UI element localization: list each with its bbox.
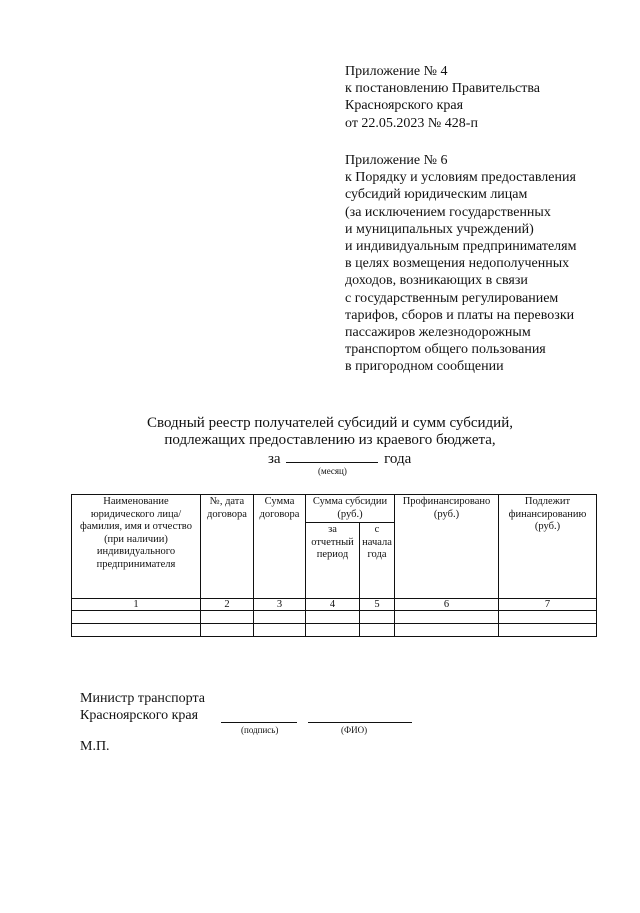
column-number: 1 bbox=[72, 599, 201, 611]
table-cell[interactable] bbox=[201, 611, 254, 624]
appendix-6-line: транспортом общего пользования bbox=[345, 342, 546, 358]
stamp-place-label: М.П. bbox=[80, 739, 110, 754]
fio-field[interactable] bbox=[308, 722, 412, 723]
signature-caption: (подпись) bbox=[241, 725, 279, 735]
appendix-4-line: Красноярского края bbox=[345, 98, 464, 114]
table-cell[interactable] bbox=[306, 611, 360, 624]
appendix-6-line: субсидий юридическим лицам bbox=[345, 187, 528, 203]
registry-title-line-1: Сводный реестр получателей субсидий и сумм субсидий, bbox=[147, 415, 513, 431]
header-contract-number-date: №, дата договора bbox=[201, 495, 254, 599]
table-cell[interactable] bbox=[254, 624, 306, 637]
appendix-4-line: от 22.05.2023 № 428-п bbox=[345, 115, 478, 131]
table-cell[interactable] bbox=[499, 624, 597, 637]
column-number: 3 bbox=[254, 599, 306, 611]
header-year-to-date: с начала года bbox=[360, 523, 395, 599]
column-number-row bbox=[72, 599, 597, 611]
header-reporting-period: за отчетный период bbox=[306, 523, 360, 599]
column-number: 2 bbox=[201, 599, 254, 611]
header-to-be-financed: Подлежит финансированию (руб.) bbox=[499, 495, 597, 599]
signature-field[interactable] bbox=[221, 722, 297, 723]
column-number: 4 bbox=[306, 599, 360, 611]
table-cell[interactable] bbox=[360, 624, 395, 637]
table-cell[interactable] bbox=[395, 624, 499, 637]
period-suffix: года bbox=[384, 451, 412, 467]
table-row bbox=[72, 611, 597, 624]
appendix-6-line: с государственным регулированием bbox=[345, 290, 559, 306]
month-caption: (месяц) bbox=[318, 466, 347, 476]
table-cell[interactable] bbox=[306, 624, 360, 637]
header-contract-sum: Сумма договора bbox=[254, 495, 306, 599]
appendix-6-line: Приложение № 6 bbox=[345, 153, 448, 168]
header-subsidy-sum: Сумма субсидии (руб.) bbox=[306, 495, 395, 523]
appendix-6-line: в пригородном сообщении bbox=[345, 359, 504, 375]
month-blank-field[interactable] bbox=[286, 450, 378, 463]
table-cell[interactable] bbox=[499, 611, 597, 624]
signatory-position-line-1: Министр транспорта bbox=[80, 691, 205, 706]
fio-caption: (ФИО) bbox=[341, 725, 368, 735]
appendix-6-line: и индивидуальным предпринимателям bbox=[345, 239, 577, 255]
appendix-6-line: в целях возмещения недополученных bbox=[345, 256, 570, 272]
appendix-4-block bbox=[345, 63, 635, 132]
appendix-6-line: (за исключением государственных bbox=[345, 204, 551, 220]
table-cell[interactable] bbox=[72, 624, 201, 637]
appendix-6-line: к Порядку и условиям предоставления bbox=[345, 170, 576, 186]
registry-table bbox=[71, 494, 597, 637]
table-cell[interactable] bbox=[395, 611, 499, 624]
period-prefix: за bbox=[268, 451, 281, 467]
signatory-position-line-2: Красноярского края bbox=[80, 708, 199, 723]
appendix-6-block bbox=[345, 152, 635, 376]
table-row bbox=[72, 624, 597, 637]
table-cell[interactable] bbox=[360, 611, 395, 624]
appendix-4-line: Приложение № 4 bbox=[345, 64, 448, 79]
appendix-6-line: и муниципальных учреждений) bbox=[345, 221, 534, 237]
column-number: 6 bbox=[395, 599, 499, 611]
appendix-6-line: пассажиров железнодорожным bbox=[345, 325, 531, 341]
header-financed: Профинансировано (руб.) bbox=[395, 495, 499, 599]
table-cell[interactable] bbox=[201, 624, 254, 637]
appendix-4-line: к постановлению Правительства bbox=[345, 81, 541, 97]
appendix-6-line: доходов, возникающих в связи bbox=[345, 273, 528, 289]
table-cell[interactable] bbox=[254, 611, 306, 624]
table-header-row bbox=[72, 495, 597, 523]
registry-title-line-2: подлежащих предоставлению из краевого бюджета, bbox=[164, 432, 496, 448]
table-cell[interactable] bbox=[72, 611, 201, 624]
appendix-6-line: тарифов, сборов и платы на перевозки bbox=[345, 307, 575, 323]
column-number: 5 bbox=[360, 599, 395, 611]
column-number: 7 bbox=[499, 599, 597, 611]
header-recipient-name: Наименование юридического лица/ фамилия, имя и отчество (при наличии) индивидуального предпринимателя bbox=[72, 495, 201, 599]
